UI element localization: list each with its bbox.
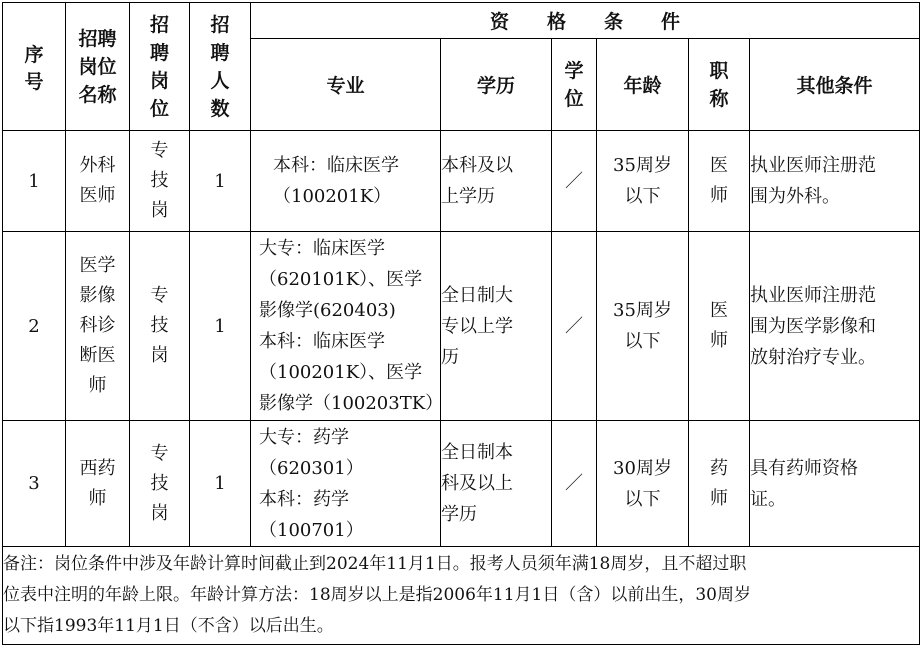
cell-line: 影像学（100203TK） bbox=[259, 393, 444, 414]
cell-line: 岗 bbox=[150, 200, 169, 221]
cell-line: 35周岁 bbox=[613, 300, 672, 321]
cell-post bbox=[130, 232, 190, 421]
cell-line: 医 bbox=[710, 155, 728, 176]
cell-line: 全日制本 bbox=[441, 442, 513, 463]
cell-other bbox=[750, 232, 920, 421]
cell-line: 大专：临床医学 bbox=[259, 238, 385, 259]
cell-line: 以下指1993年11月1日（不含）以后出生。 bbox=[3, 616, 334, 636]
cell-major bbox=[251, 421, 441, 547]
header-other: 其他条件 bbox=[750, 39, 920, 131]
header-char: 名称 bbox=[78, 83, 117, 106]
note-text bbox=[3, 547, 920, 645]
table-row bbox=[3, 131, 920, 232]
cell-line: 医师 bbox=[79, 185, 116, 206]
header-degree bbox=[552, 39, 597, 131]
cell-line: 以下 bbox=[624, 186, 661, 207]
cell-line: 证。 bbox=[750, 488, 786, 510]
cell-line: 大专：药学 bbox=[259, 426, 349, 448]
header-row-1 bbox=[3, 3, 920, 39]
header-char: 招 bbox=[210, 13, 230, 36]
cell-post bbox=[130, 421, 190, 547]
cell-line: 专 bbox=[150, 442, 169, 464]
cell-seq: 1 bbox=[3, 131, 66, 232]
cell-major bbox=[251, 131, 441, 232]
cell-line: 备注：岗位条件中涉及年龄计算时间截止到2024年11月1日。报考人员须年满18周岁，且不超过职 bbox=[3, 554, 747, 574]
cell-age bbox=[597, 232, 689, 421]
cell-post-name bbox=[66, 232, 130, 421]
cell-line: 30周岁 bbox=[613, 457, 672, 479]
header-post-name bbox=[66, 3, 130, 131]
cell-count: 1 bbox=[190, 232, 251, 421]
cell-post-name bbox=[66, 421, 130, 547]
cell-education bbox=[441, 232, 552, 421]
cell-line: 师 bbox=[88, 375, 107, 396]
cell-line: 科诊 bbox=[79, 315, 116, 336]
header-char: 人 bbox=[210, 69, 230, 92]
cell-age bbox=[597, 131, 689, 232]
cell-count: 1 bbox=[190, 421, 251, 547]
cell-line: 专 bbox=[150, 140, 169, 161]
cell-line: 西药 bbox=[79, 457, 116, 479]
cell-line: 师 bbox=[710, 185, 728, 206]
cell-line: 学历 bbox=[441, 504, 477, 525]
header-char: 学 bbox=[564, 59, 584, 82]
header-char: 聘 bbox=[210, 41, 230, 64]
cell-line: 放射治疗专业。 bbox=[750, 346, 876, 368]
cell-title bbox=[689, 131, 750, 232]
cell-line: 岗 bbox=[150, 502, 169, 524]
header-char: 号 bbox=[24, 70, 44, 93]
cell-line: 本科：临床医学 bbox=[259, 331, 385, 352]
cell-line: 技 bbox=[150, 472, 169, 494]
header-age: 年龄 bbox=[597, 39, 689, 131]
cell-title bbox=[689, 232, 750, 421]
header-char: 招 bbox=[149, 13, 169, 36]
header-post bbox=[130, 3, 190, 131]
table-row bbox=[3, 421, 920, 547]
cell-other bbox=[750, 421, 920, 547]
cell-line: 专以上学 bbox=[441, 315, 513, 337]
cell-line: 围为医学影像和 bbox=[750, 315, 876, 337]
cell-line: 35周岁 bbox=[613, 155, 672, 176]
cell-line: 本科及以 bbox=[441, 155, 513, 176]
header-char: 招聘 bbox=[78, 27, 117, 50]
cell-line: 科及以上 bbox=[441, 473, 513, 494]
cell-line: 位表中注明的年龄上限。年龄计算方法：18周岁以上是指2006年11月1日（含）以前出生，30周岁 bbox=[3, 585, 751, 605]
cell-line: 专 bbox=[150, 285, 169, 306]
cell-education bbox=[441, 131, 552, 232]
header-seq bbox=[3, 3, 66, 131]
cell-line: 执业医师注册范 bbox=[750, 155, 876, 176]
cell-line: 断医 bbox=[79, 345, 116, 366]
cell-line: 岗 bbox=[150, 345, 169, 366]
cell-degree: ／ bbox=[552, 131, 597, 232]
cell-line: 医 bbox=[710, 300, 728, 321]
cell-line: 技 bbox=[150, 170, 169, 191]
cell-major bbox=[251, 232, 444, 421]
cell-line: 历 bbox=[441, 346, 459, 368]
header-count bbox=[190, 3, 251, 131]
header-char: 职 bbox=[709, 59, 729, 82]
cell-line: 师 bbox=[710, 330, 728, 351]
cell-title bbox=[689, 421, 750, 547]
cell-line: 技 bbox=[150, 315, 169, 336]
cell-post bbox=[130, 131, 190, 232]
cell-line: 师 bbox=[710, 487, 728, 509]
table-row bbox=[3, 232, 920, 421]
cell-line: 本科：临床医学 bbox=[273, 155, 399, 176]
cell-line: 师 bbox=[88, 487, 107, 509]
header-title bbox=[689, 39, 750, 131]
cell-age bbox=[597, 421, 689, 547]
header-char: 位 bbox=[149, 97, 169, 120]
header-char: 岗位 bbox=[78, 55, 117, 78]
header-qualifications: 资 格 条 件 bbox=[251, 3, 920, 39]
recruitment-table bbox=[2, 2, 920, 645]
cell-line: 以下 bbox=[624, 488, 661, 510]
cell-line: 围为外科。 bbox=[750, 186, 840, 207]
cell-line: 执业医师注册范 bbox=[750, 284, 876, 306]
cell-line: 影像学(620403) bbox=[259, 300, 396, 321]
header-char: 数 bbox=[210, 97, 230, 120]
cell-line: 上学历 bbox=[441, 186, 495, 207]
header-char: 聘 bbox=[149, 41, 169, 64]
cell-line: 具有药师资格 bbox=[750, 457, 858, 479]
cell-line: 药 bbox=[710, 457, 728, 479]
cell-line: 外科 bbox=[79, 155, 116, 176]
cell-line: 医学 bbox=[79, 255, 116, 276]
cell-line: （100201K）、医学 bbox=[259, 362, 423, 383]
cell-line: （100201K） bbox=[273, 186, 392, 207]
cell-line: 以下 bbox=[624, 331, 661, 352]
cell-degree: ／ bbox=[552, 232, 597, 421]
cell-post-name bbox=[66, 131, 130, 232]
cell-line: 全日制大 bbox=[441, 284, 513, 306]
cell-other bbox=[750, 131, 920, 232]
note-row bbox=[3, 547, 920, 645]
cell-line: （100701） bbox=[259, 519, 364, 541]
cell-seq: 2 bbox=[3, 232, 66, 421]
cell-line: （620301） bbox=[259, 457, 364, 479]
header-char: 序 bbox=[24, 43, 44, 66]
header-char: 称 bbox=[709, 87, 729, 110]
header-education: 学历 bbox=[441, 39, 552, 131]
cell-line: 本科：药学 bbox=[259, 488, 349, 510]
cell-line: 影像 bbox=[79, 285, 116, 306]
header-char: 岗 bbox=[149, 69, 169, 92]
cell-degree: ／ bbox=[552, 421, 597, 547]
cell-count: 1 bbox=[190, 131, 251, 232]
header-major: 专业 bbox=[251, 39, 441, 131]
cell-seq: 3 bbox=[3, 421, 66, 547]
cell-education bbox=[441, 421, 552, 547]
cell-line: （620101K）、医学 bbox=[259, 269, 423, 290]
header-char: 位 bbox=[564, 87, 584, 110]
